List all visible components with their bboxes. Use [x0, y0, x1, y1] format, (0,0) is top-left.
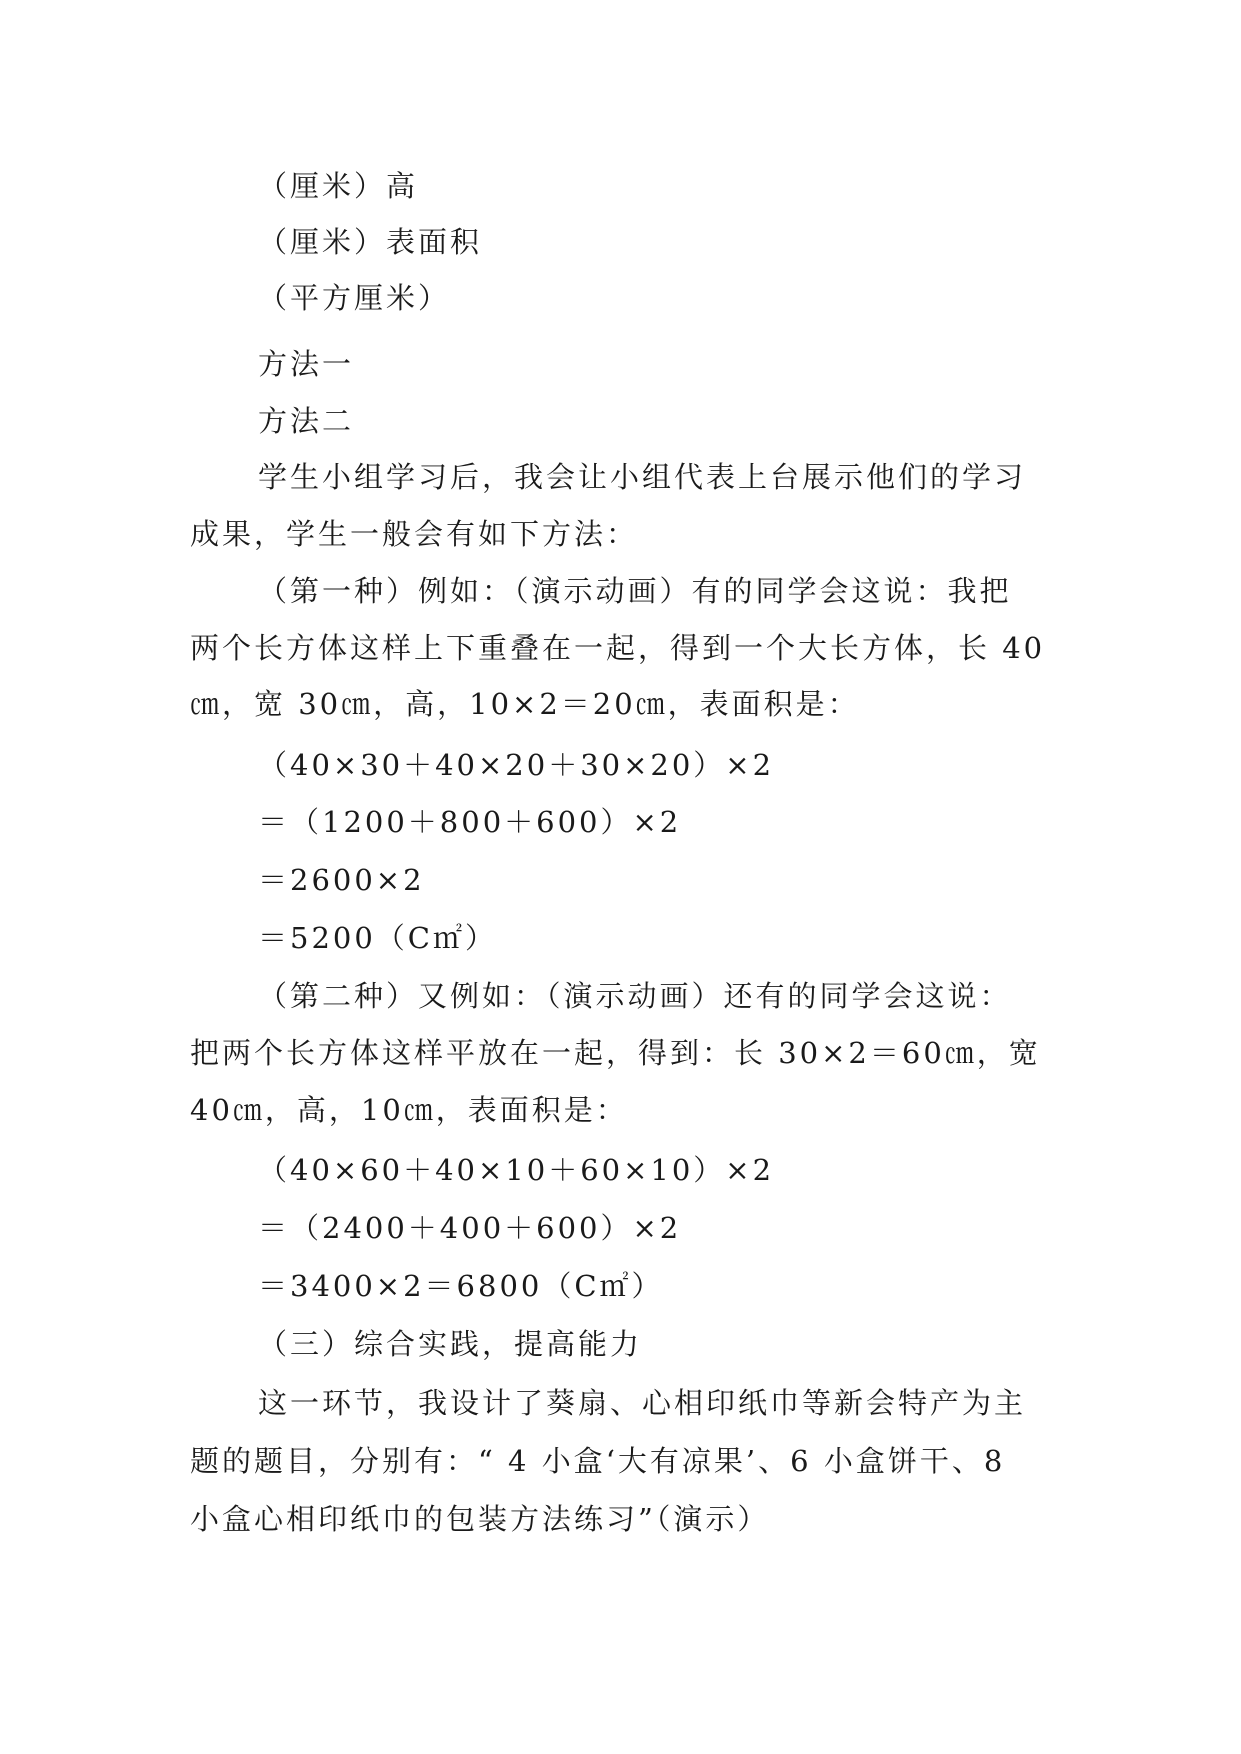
paragraph-line: 把两个长方体这样平放在一起，得到：长 30×2＝60㎝，宽: [190, 1036, 1041, 1070]
text-line: （平方厘米）: [258, 281, 451, 315]
paragraph-line: 学生小组学习后，我会让小组代表上台展示他们的学习: [258, 460, 1027, 494]
equation-line: ＝2600×2: [258, 863, 425, 897]
equation-line: ＝（1200＋800＋600）×2: [258, 805, 682, 839]
text-line: （厘米）高: [258, 169, 419, 203]
paragraph-line: ㎝，宽 30㎝，高，10×2＝20㎝，表面积是：: [190, 687, 860, 721]
equation-line: （40×30＋40×20＋30×20）×2: [258, 748, 775, 782]
equation-line: ＝5200（C㎡）: [258, 921, 497, 955]
paragraph-line: 这一环节，我设计了葵扇、心相印纸巾等新会特产为主: [258, 1386, 1027, 1420]
section-heading: （三）综合实践，提高能力: [258, 1327, 643, 1361]
paragraph-line: 成果，学生一般会有如下方法：: [190, 517, 639, 551]
text-line: （厘米）表面积: [258, 225, 483, 259]
equation-line: ＝（2400＋400＋600）×2: [258, 1211, 682, 1245]
text-line: 方法二: [258, 404, 355, 438]
paragraph-line: 小盒心相印纸巾的包装方法练习”（演示）: [190, 1502, 770, 1536]
equation-line: ＝3400×2＝6800（C㎡）: [258, 1269, 664, 1303]
paragraph-line: （第二种）又例如：（演示动画）还有的同学会这说：: [258, 979, 1012, 1013]
paragraph-line: 两个长方体这样上下重叠在一起，得到一个大长方体，长 40: [190, 631, 1046, 665]
equation-line: （40×60＋40×10＋60×10）×2: [258, 1153, 775, 1187]
text-line: 方法一: [258, 347, 355, 381]
paragraph-line: 题的题目，分别有：“ 4 小盒‘大有凉果’、6 小盒饼干、8: [190, 1444, 1006, 1478]
paragraph-line: （第一种）例如：（演示动画）有的同学会这说：我把: [258, 574, 1012, 608]
paragraph-line: 40㎝，高，10㎝，表面积是：: [190, 1093, 628, 1127]
